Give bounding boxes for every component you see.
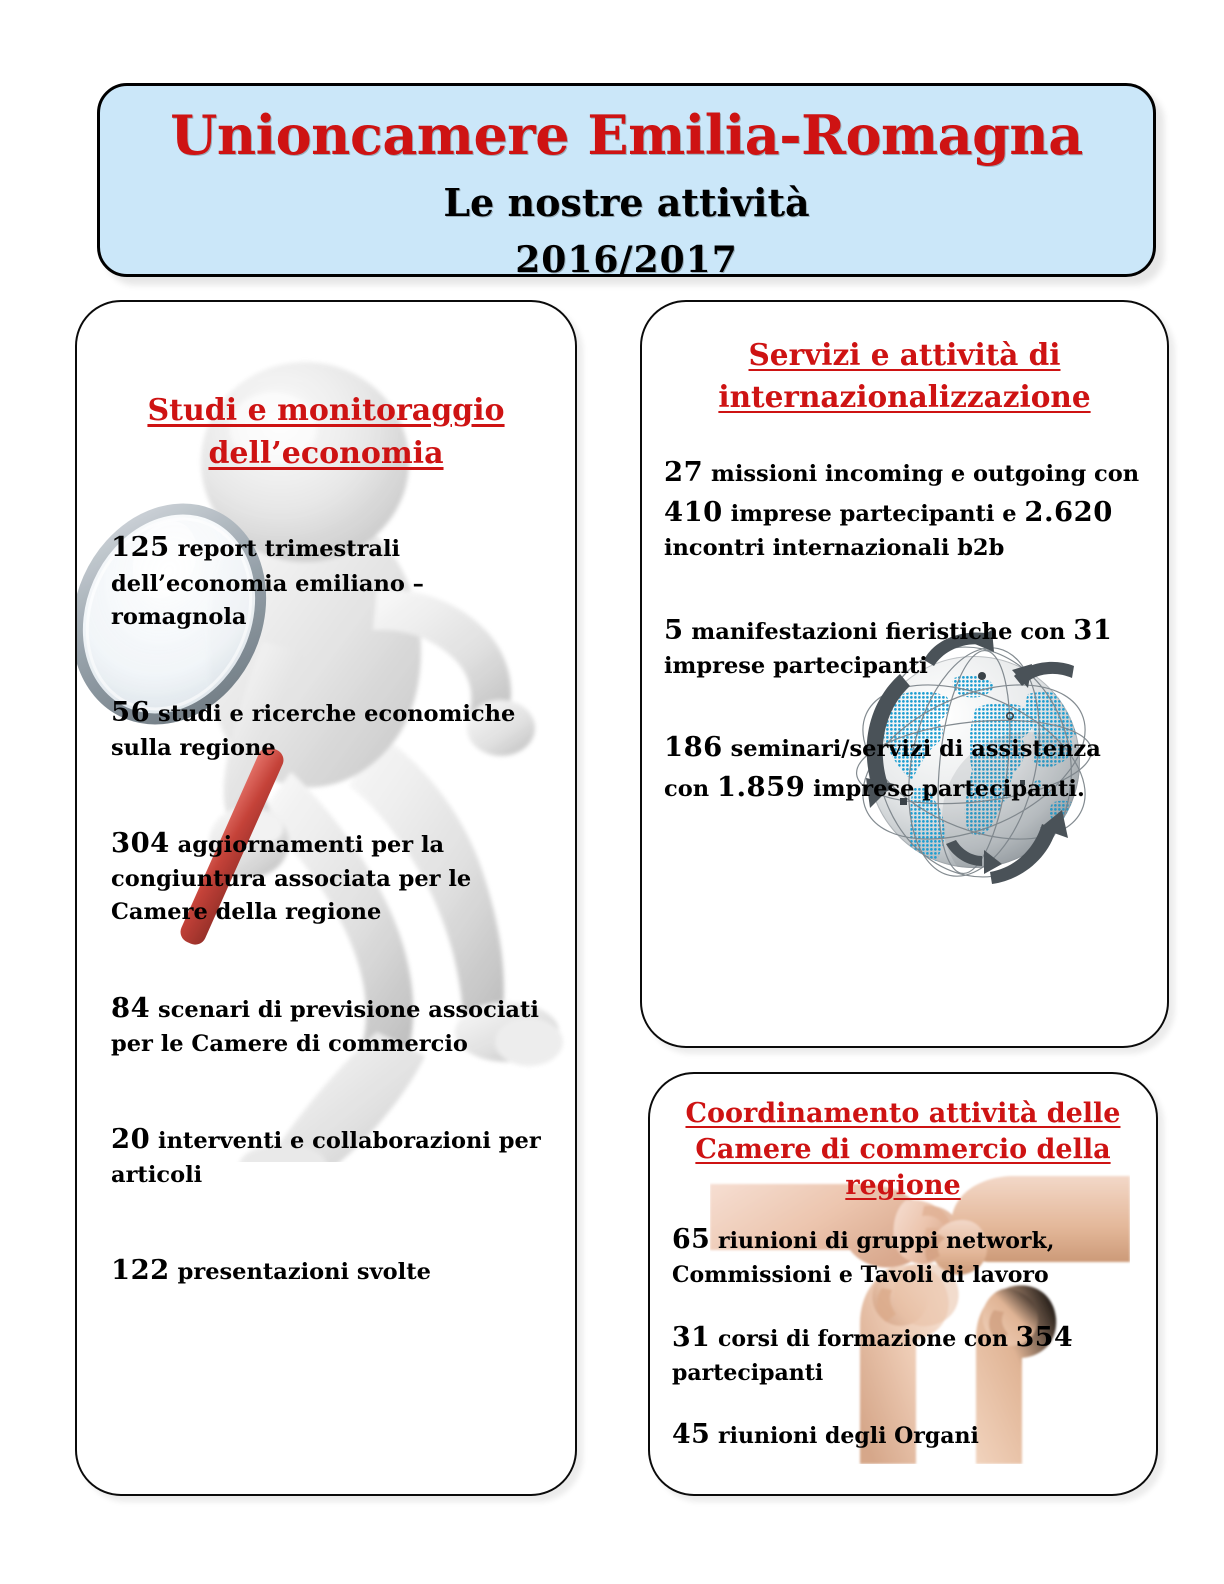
stat-text: report trimestrali dell’economia emiliano – romagnola bbox=[111, 536, 424, 630]
stat-item bbox=[111, 988, 545, 1061]
panel-internazionalizzazione bbox=[640, 300, 1169, 1048]
stat-text: imprese partecipanti e bbox=[722, 501, 1025, 528]
stat-text: scenari di previsione associati per le Camere di commercio bbox=[111, 996, 539, 1057]
stat-number: 31 bbox=[1073, 613, 1113, 646]
panel-internazionalizzazione-title: Servizi e attività di internazionalizzazione bbox=[718, 337, 1091, 414]
stat-item bbox=[672, 1318, 1138, 1390]
stat-number: 56 bbox=[111, 695, 151, 728]
stat-text: presentazioni svolte bbox=[169, 1259, 431, 1286]
stat-text: seminari/servizi di assistenza con bbox=[664, 735, 1101, 803]
stat-text: incontri internazionali b2b bbox=[664, 535, 1005, 562]
page-period: 2016/2017 bbox=[515, 239, 738, 281]
stat-number: 410 bbox=[664, 496, 723, 529]
panel-coordinamento-stats bbox=[672, 1220, 1138, 1455]
panel-studi-title: Studi e monitoraggio dell’economia bbox=[147, 393, 505, 471]
stat-text: imprese partecipanti. bbox=[805, 776, 1085, 803]
stat-number: 5 bbox=[664, 613, 684, 646]
stat-number: 122 bbox=[111, 1254, 170, 1287]
stat-text: riunioni di gruppi network, Commissioni e Tavoli di lavoro bbox=[672, 1227, 1055, 1289]
panel-studi-monitoraggio bbox=[75, 300, 577, 1496]
stat-text: missioni incoming e outgoing con bbox=[703, 460, 1140, 487]
stat-item bbox=[111, 1119, 545, 1192]
stat-number: 2.620 bbox=[1024, 496, 1113, 529]
stat-item bbox=[672, 1415, 1138, 1454]
stat-text: interventi e collaborazioni per articoli bbox=[111, 1127, 541, 1189]
stat-item bbox=[111, 823, 545, 929]
stat-number: 27 bbox=[664, 455, 704, 488]
stat-item bbox=[111, 527, 545, 633]
stat-text: studi e ricerche economiche sulla regione bbox=[111, 700, 516, 761]
stat-text: manifestazioni fieristiche con bbox=[683, 618, 1074, 645]
stat-text: partecipanti bbox=[672, 1359, 824, 1386]
stat-item bbox=[664, 452, 1143, 566]
stat-text: imprese partecipanti bbox=[664, 652, 928, 679]
stat-text: corsi di formazione con bbox=[710, 1325, 1016, 1352]
panel-coordinamento-title: Coordinamento attività delle Camere di commercio della regione bbox=[685, 1098, 1121, 1201]
panel-internazionalizzazione-stats bbox=[664, 452, 1143, 808]
stat-number: 304 bbox=[111, 827, 170, 860]
panel-coordinamento bbox=[648, 1072, 1158, 1496]
stat-number: 45 bbox=[672, 1419, 711, 1451]
stat-text: riunioni degli Organi bbox=[710, 1423, 979, 1450]
stat-number: 125 bbox=[111, 531, 170, 564]
stat-number: 1.859 bbox=[716, 771, 806, 804]
page-subtitle: Le nostre attività bbox=[443, 180, 810, 225]
stat-number: 84 bbox=[111, 991, 151, 1024]
stat-text: aggiornamenti per la congiuntura associata per le Camere della regione bbox=[111, 832, 472, 926]
stat-item bbox=[111, 692, 545, 765]
stat-item bbox=[111, 1250, 545, 1290]
page-title: Unioncamere Emilia-Romagna bbox=[170, 103, 1083, 167]
stat-number: 65 bbox=[672, 1223, 711, 1255]
header-banner bbox=[97, 83, 1156, 281]
stat-number: 31 bbox=[672, 1321, 711, 1353]
stat-number: 354 bbox=[1015, 1321, 1074, 1353]
stat-item bbox=[672, 1220, 1138, 1292]
stat-item bbox=[664, 610, 1143, 683]
panel-studi-stats bbox=[111, 527, 545, 1291]
stat-number: 20 bbox=[111, 1122, 151, 1155]
stat-item bbox=[664, 727, 1143, 808]
stat-number: 186 bbox=[664, 730, 723, 763]
